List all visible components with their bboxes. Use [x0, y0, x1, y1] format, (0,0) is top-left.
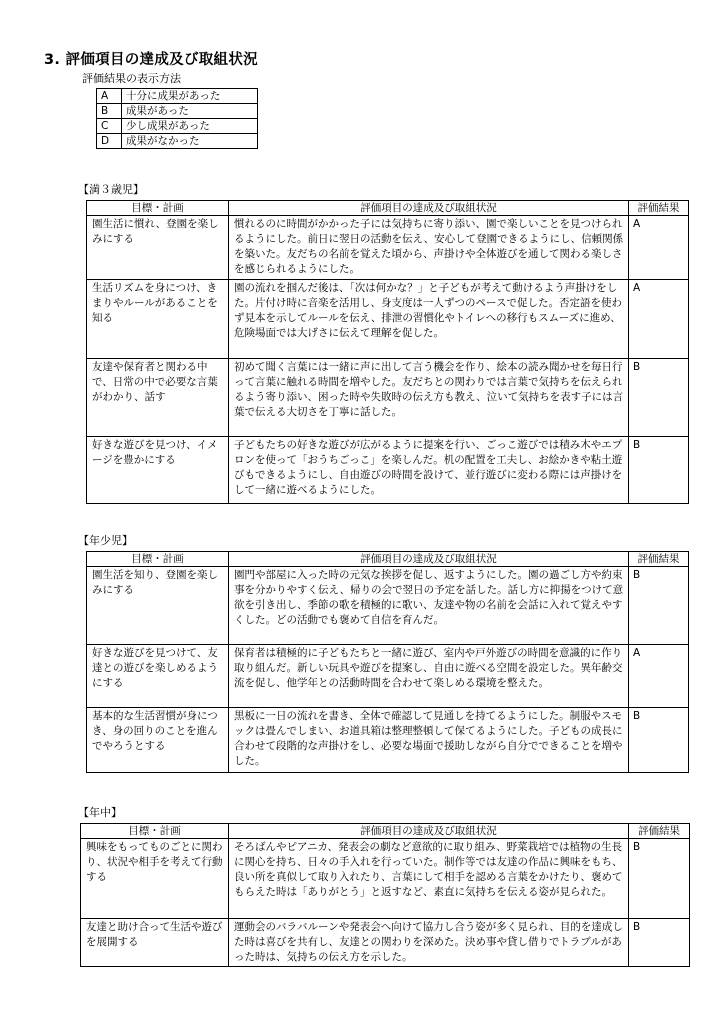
legend-table: [96, 88, 258, 149]
legend-code: D: [97, 134, 122, 149]
table-header-row: [87, 552, 689, 567]
legend-code: A: [97, 89, 122, 104]
legend-text: 十分に成果があった: [122, 89, 258, 104]
table-row: [81, 839, 690, 919]
section-label: 【年中】: [78, 806, 122, 819]
goal-cell: 好きな遊びを見つけて、友達との遊びを楽しめるようにする: [87, 645, 229, 708]
status-cell: 黒板に一日の流れを書き、全体で確認して見通しを持てるようにした。制服やスモックは畳んでしまい、お道具箱は整理整頓して保てるようにした。子どもの成長に合わせて段階的な声掛けをし、必要な場面で援助しながら自分でできることを増やした。: [229, 708, 629, 773]
goal-cell: 興味をもってものごとに関わり、状況や相手を考えて行動する: [81, 839, 229, 919]
evaluation-table: [86, 200, 689, 504]
legend-row: [97, 104, 258, 119]
column-header-goal: 目標・計画: [87, 201, 229, 216]
result-cell: B: [629, 708, 689, 773]
result-cell: B: [629, 359, 689, 437]
legend-text: 少し成果があった: [122, 119, 258, 134]
page-title: 3. 評価項目の達成及び取組状況: [44, 52, 258, 68]
result-cell: B: [629, 839, 690, 919]
column-header-result: 評価結果: [629, 552, 689, 567]
table-row: [81, 919, 690, 967]
legend-text: 成果がなかった: [122, 134, 258, 149]
table-row: [87, 280, 689, 359]
column-header-goal: 目標・計画: [81, 824, 229, 839]
column-header-result: 評価結果: [629, 201, 689, 216]
table-row: [87, 645, 689, 708]
status-cell: 園門や部屋に入った時の元気な挨拶を促し、返すようにした。園の過ごし方や約束事を分かりやすく伝え、帰りの会で翌日の予定を話した。話し方に抑揚をつけて意欲を引き出し、季節の歌を積極的に歌い、友達や物の名前を会話に入れて覚えやすくした。どの活動でも褒めて自信を育んだ。: [229, 567, 629, 645]
goal-cell: 友達と助け合って生活や遊びを展開する: [81, 919, 229, 967]
table-row: [87, 567, 689, 645]
goal-cell: 園生活を知り、登園を楽しみにする: [87, 567, 229, 645]
goal-cell: 基本的な生活習慣が身につき、身の回りのことを進んでやろうとする: [87, 708, 229, 773]
section-label: 【年少児】: [78, 534, 133, 547]
status-cell: 保育者は積極的に子どもたちと一緒に遊び、室内や戸外遊びの時間を意識的に作り取り組んだ。新しい玩具や遊びを提案し、自由に遊べる空間を設定した。異年齢交流を促し、他学年との活動時間を合わせて楽しめる環境を整えた。: [229, 645, 629, 708]
status-cell: 初めて聞く言葉には一緒に声に出して言う機会を作り、絵本の読み聞かせを毎日行って言葉に触れる時間を増やした。友だちとの関わりでは言葉で気持ちを伝えられるよう寄り添い、困った時や失敗時の伝え方も教え、泣いて気持ちを表す子には言葉で伝える大切さを丁寧に話した。: [229, 359, 629, 437]
status-cell: 慣れるのに時間がかかった子には気持ちに寄り添い、園で楽しいことを見つけられるようにした。前日に翌日の活動を伝え、安心して登園できるようにし、信頼関係を築いた。友だちの名前を覚えた頃から、声掛けや全体遊びを通して関わる楽しさを感じられるようにした。: [229, 216, 629, 280]
result-cell: B: [629, 919, 690, 967]
table-row: [87, 216, 689, 280]
result-cell: A: [629, 216, 689, 280]
result-cell: A: [629, 645, 689, 708]
goal-cell: 好きな遊びを見つけ、イメージを豊かにする: [87, 437, 229, 504]
status-cell: 園の流れを掴んだ後は、「次は何かな？」と子どもが考えて動けるよう声掛けをした。片付け時に音楽を活用し、身支度は一人ずつのペースで促した。否定語を使わず見本を示してルールを伝え、排泄の習慣化やトイレへの移行もスムーズに進め、危険場面では大げさに伝えて理解を促した。: [229, 280, 629, 359]
column-header-status: 評価項目の達成及び取組状況: [229, 201, 629, 216]
evaluation-table: [86, 551, 689, 773]
table-row: [87, 437, 689, 504]
table-header-row: [81, 824, 690, 839]
column-header-result: 評価結果: [629, 824, 690, 839]
result-cell: B: [629, 437, 689, 504]
legend-row: [97, 89, 258, 104]
result-cell: B: [629, 567, 689, 645]
evaluation-table: [80, 823, 690, 967]
status-cell: 運動会のバラバルーンや発表会へ向けて協力し合う姿が多く見られ、目的を達成した時は喜びを共有し、友達との関わりを深めた。決め事や貸し借りでトラブルがあった時は、気持ちの伝え方を示した。: [229, 919, 629, 967]
result-cell: A: [629, 280, 689, 359]
legend-caption: 評価結果の表示方法: [82, 72, 181, 85]
column-header-status: 評価項目の達成及び取組状況: [229, 824, 629, 839]
goal-cell: 園生活に慣れ、登園を楽しみにする: [87, 216, 229, 280]
legend-code: B: [97, 104, 122, 119]
table-header-row: [87, 201, 689, 216]
legend-row: [97, 134, 258, 149]
column-header-goal: 目標・計画: [87, 552, 229, 567]
legend-code: C: [97, 119, 122, 134]
status-cell: 子どもたちの好きな遊びが広がるように提案を行い、ごっこ遊びでは積み木やエプロンを使って「おうちごっこ」を楽しんだ。机の配置を工夫し、お絵かきや粘土遊びもできるようにし、自由遊びの時間を設けて、並行遊びに変わる際には声掛けをして一緒に遊べるようにした。: [229, 437, 629, 504]
status-cell: そろばんやピアニカ、発表会の劇など意欲的に取り組み、野菜栽培では植物の生長に関心を持ち、日々の手入れを行っていた。制作等では友達の作品に興味をもち、良い所を真似して取り入れたり、言葉にして相手を認める言葉をかけたり、褒めてもらえた時は「ありがとう」と返すなど、素直に気持ちを伝える姿が見られた。: [229, 839, 629, 919]
goal-cell: 友達や保育者と関わる中で、日常の中で必要な言葉がわかり、話す: [87, 359, 229, 437]
column-header-status: 評価項目の達成及び取組状況: [229, 552, 629, 567]
table-row: [87, 708, 689, 773]
table-row: [87, 359, 689, 437]
legend-row: [97, 119, 258, 134]
goal-cell: 生活リズムを身につけ、きまりやルールがあることを知る: [87, 280, 229, 359]
section-label: 【満３歳児】: [78, 183, 144, 196]
legend-text: 成果があった: [122, 104, 258, 119]
